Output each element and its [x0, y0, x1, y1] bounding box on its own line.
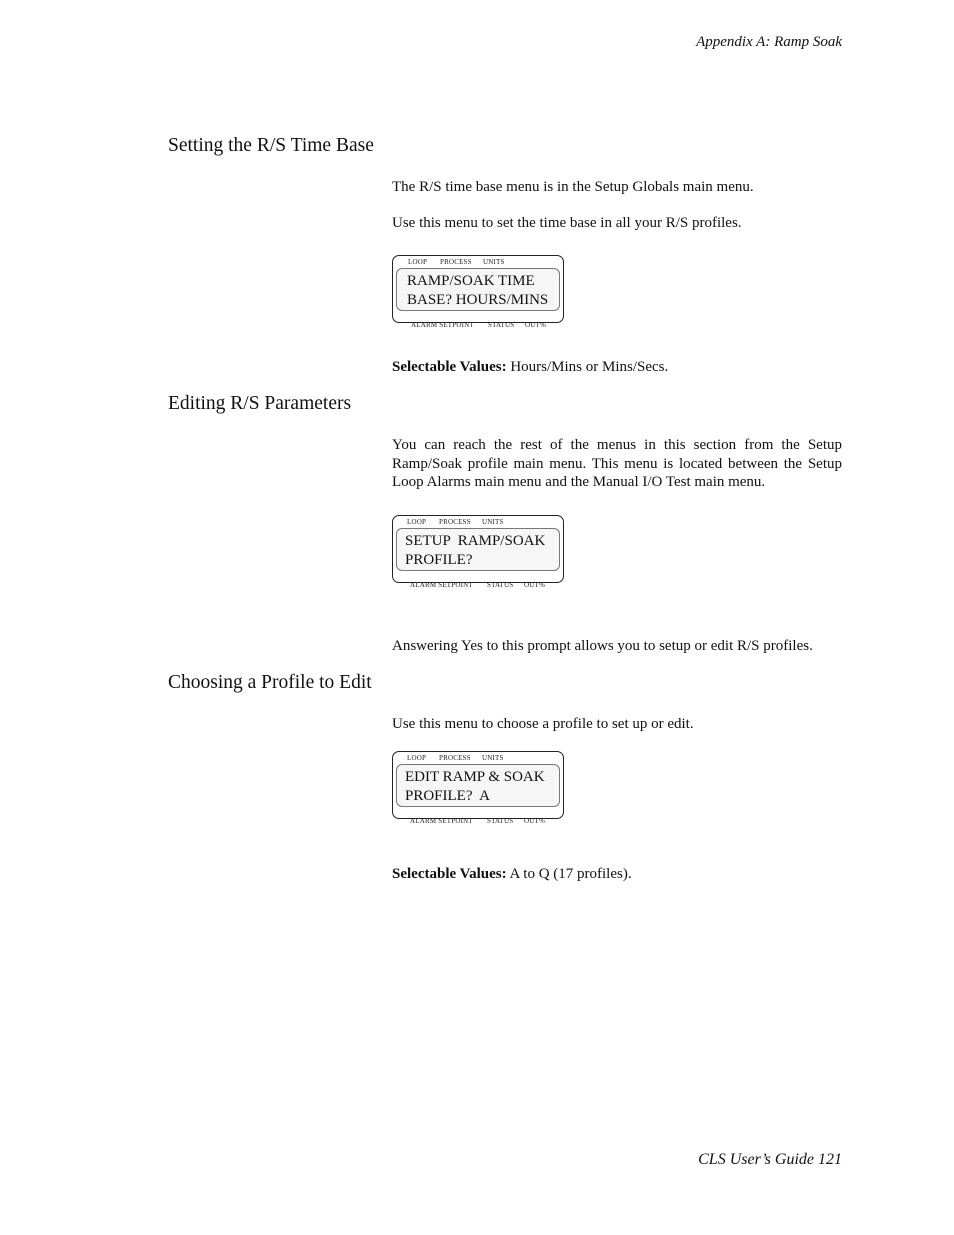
lcd-label-status: STATUS — [487, 581, 514, 589]
lcd-label-out: OUT% — [525, 321, 547, 329]
selectable-values — [392, 358, 842, 377]
lcd-display-setup-profile — [392, 515, 564, 589]
selectable-values-label: Selectable Values: — [392, 359, 507, 375]
paragraph: You can reach the rest of the menus in this section from the Setup Ramp/Soak profile main menu. This menu is located between the Setup Loop Alarms main menu and the Manual I/O Test main menu. — [392, 437, 842, 490]
paragraph: Use this menu to set the time base in all your R/S profiles. — [392, 215, 742, 231]
lcd-line-2: PROFILE? — [405, 551, 473, 568]
selectable-values-label: Selectable Values: — [392, 866, 507, 882]
lcd-label-process: PROCESS — [439, 754, 471, 762]
paragraph: Answering Yes to this prompt allows you to setup or edit R/S profiles. — [392, 638, 813, 654]
lcd-label-process: PROCESS — [439, 518, 471, 526]
lcd-screen — [396, 764, 560, 807]
lcd-label-alarm-setpoint: ALARM SETPOINT — [410, 581, 473, 589]
selectable-values-text: Hours/Mins or Mins/Secs. — [506, 359, 669, 375]
lcd-label-alarm-setpoint: ALARM SETPOINT — [410, 817, 473, 825]
lcd-screen — [396, 528, 560, 571]
lcd-label-status: STATUS — [488, 321, 515, 329]
lcd-line-2: BASE? HOURS/MINS — [407, 291, 549, 308]
paragraph: Use this menu to choose a profile to set up or edit. — [392, 716, 694, 732]
lcd-label-units: UNITS — [482, 754, 504, 762]
lcd-display-time-base — [392, 255, 564, 329]
selectable-values — [392, 865, 842, 884]
lcd-label-out: OUT% — [524, 581, 546, 589]
lcd-label-units: UNITS — [483, 258, 505, 266]
lcd-label-alarm-setpoint: ALARM SETPOINT — [411, 321, 474, 329]
lcd-line-2: PROFILE? A — [405, 787, 491, 804]
paragraph: The R/S time base menu is in the Setup Globals main menu. — [392, 179, 754, 195]
section-heading-choosing-profile: Choosing a Profile to Edit — [168, 672, 372, 693]
lcd-line-1: RAMP/SOAK TIME — [407, 273, 535, 289]
lcd-label-process: PROCESS — [440, 258, 472, 266]
lcd-label-loop: LOOP — [407, 518, 427, 526]
section-heading-editing: Editing R/S Parameters — [168, 393, 352, 414]
running-foot: CLS User’s Guide 121 — [698, 1151, 842, 1168]
lcd-label-status: STATUS — [487, 817, 514, 825]
selectable-values-text: A to Q (17 profiles). — [506, 866, 632, 882]
lcd-line-1: EDIT RAMP & SOAK — [405, 769, 545, 785]
lcd-line-1: SETUP RAMP/SOAK — [405, 533, 546, 549]
running-head: Appendix A: Ramp Soak — [696, 34, 842, 50]
lcd-label-out: OUT% — [524, 817, 546, 825]
lcd-label-loop: LOOP — [407, 754, 427, 762]
lcd-display-edit-profile — [392, 751, 564, 825]
lcd-screen — [396, 268, 560, 311]
lcd-label-loop: LOOP — [408, 258, 428, 266]
section-heading-time-base: Setting the R/S Time Base — [168, 135, 374, 156]
lcd-label-units: UNITS — [482, 518, 504, 526]
